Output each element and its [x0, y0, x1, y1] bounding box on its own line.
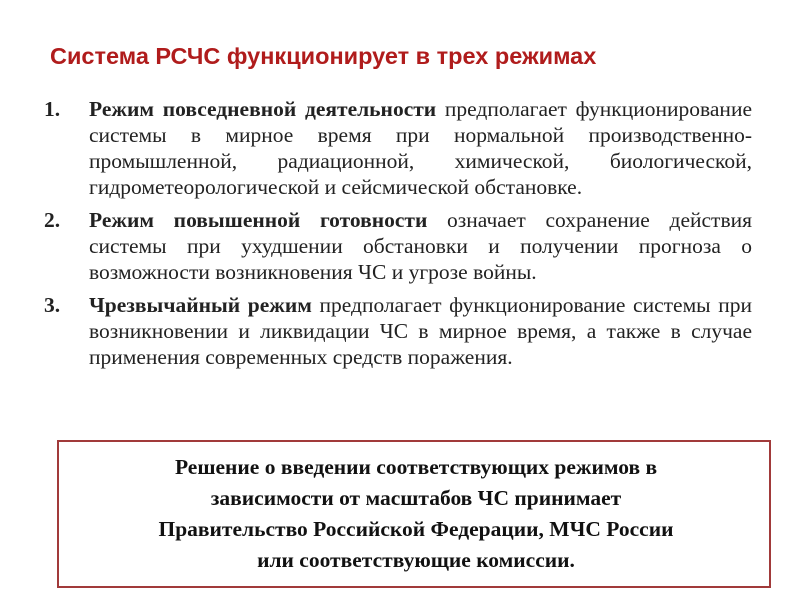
list-item-emergency-mode [44, 292, 752, 370]
decision-line: Решение о введении соответствующих режимов в [174, 455, 658, 479]
decision-text [79, 452, 753, 576]
mode-name: Режим повседневной деятельности [89, 97, 437, 121]
list-item-high-alert-mode [44, 207, 752, 285]
decision-box [57, 440, 771, 588]
list-number: 1. [44, 97, 61, 121]
decision-line: зависимости от масштабов ЧС принимает [210, 486, 622, 510]
mode-description: означает сохранение действия системы при ухудшении обстановки и получении прогноза о возможности возникновения ЧС и угрозе войны. [89, 208, 752, 284]
mode-description: предполагает функционирование системы в мирное время при нормальной производственно-промышленной, радиационной, химической, биологической, гидрометеорологической и сейсмической обстановке. [89, 97, 752, 199]
mode-list [44, 96, 752, 377]
list-item-everyday-mode [44, 96, 752, 200]
list-number: 2. [44, 208, 61, 232]
slide-title: Система РСЧС функционирует в трех режимах [50, 43, 597, 69]
mode-name: Чрезвычайный режим [89, 293, 312, 317]
list-number: 3. [44, 293, 61, 317]
decision-line: Правительство Российской Федерации, МЧС России [158, 517, 674, 541]
decision-line: или соответствующие комиссии. [257, 548, 575, 572]
mode-description: предполагает функционирование системы при возникновении и ликвидации ЧС в мирное время, а также в случае применения современных средств поражения. [89, 293, 752, 369]
mode-name: Режим повышенной готовности [89, 208, 428, 232]
